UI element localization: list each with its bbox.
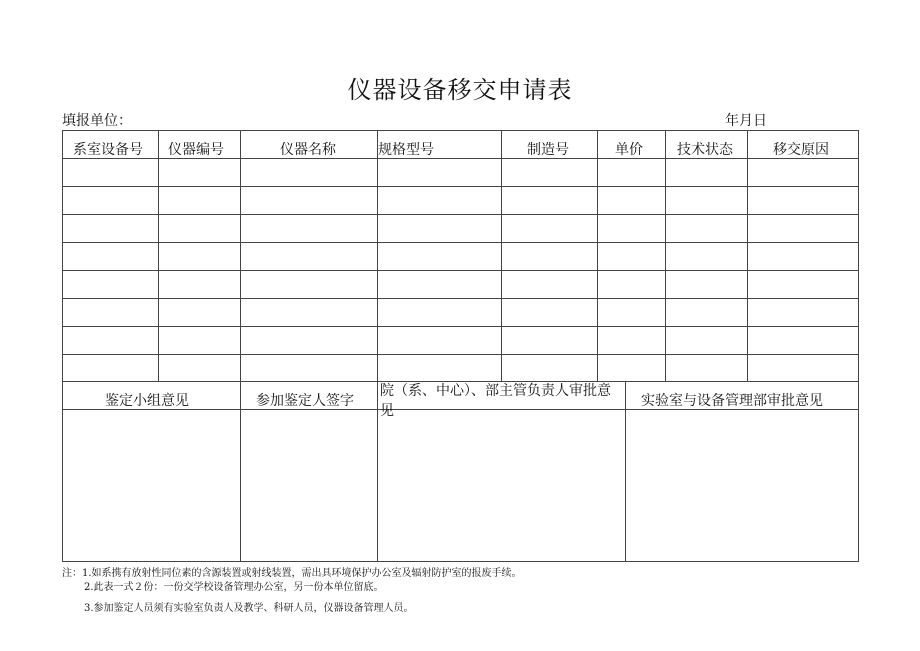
date-label: 年月日 [725, 113, 767, 129]
group-opinion-label: 鉴定小组意见 [105, 393, 189, 409]
header-unit-price: 单价 [615, 142, 643, 158]
participants-sign-label: 参加鉴定人签字 [256, 393, 354, 409]
header-instrument-name: 仪器名称 [280, 142, 336, 158]
lab-dept-opinion-label: 实验室与设备管理部审批意见 [641, 393, 823, 409]
header-dept-equipment-no: 系室设备号 [73, 142, 143, 158]
college-opinion-label: 院（系、中心）、部主管负责人审批意见 [380, 383, 611, 419]
note-2: 2.此表一式２份：一份交学校设备管理办公室，另一份本单位留底。 [84, 582, 384, 593]
header-transfer-reason: 移交原因 [773, 142, 829, 158]
note-1: 注：1.如系携有放射性同位素的含源装置或射线装置，需出具环境保护办公室及辐射防护室的报废手续。 [62, 568, 522, 579]
fill-unit-label: 填报单位： [62, 113, 132, 129]
note-3: 3.参加鉴定人员须有实验室负责人及教学、科研人员，仪器设备管理人员。 [84, 603, 414, 614]
table-border [63, 131, 859, 562]
header-manufacture-no: 制造号 [527, 142, 569, 158]
header-model: 规格型号 [378, 142, 434, 158]
header-tech-status: 技术状态 [677, 142, 733, 158]
form-title: 仪器设备移交申请表 [347, 76, 573, 104]
header-instrument-no: 仪器编号 [168, 142, 224, 158]
